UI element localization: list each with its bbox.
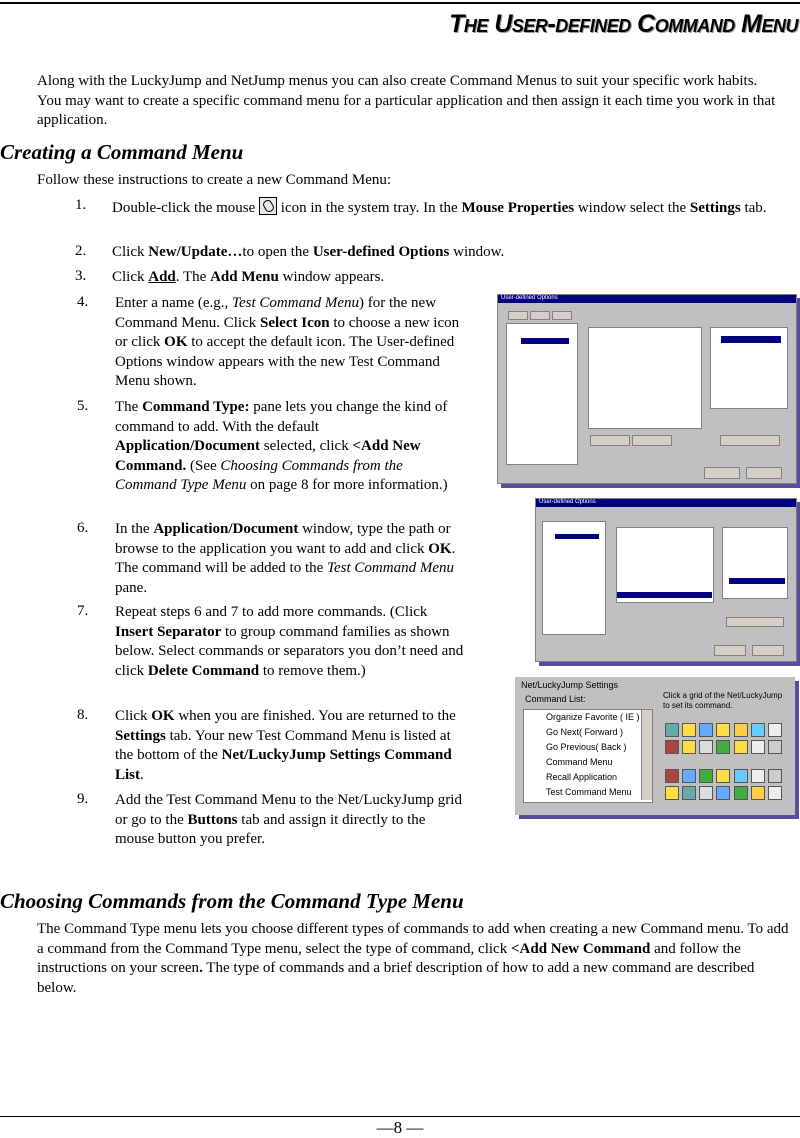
grid-icon[interactable] — [734, 723, 748, 737]
ok-button-2[interactable] — [714, 645, 746, 656]
update-button[interactable] — [552, 311, 572, 320]
grid-icon[interactable] — [716, 740, 730, 754]
ok-button[interactable] — [704, 467, 740, 479]
bottom-rule — [0, 1116, 800, 1117]
delete-command-button[interactable] — [632, 435, 672, 446]
grid-icon[interactable] — [716, 723, 730, 737]
grid-icon[interactable] — [734, 740, 748, 754]
grid-icon[interactable] — [665, 769, 679, 783]
grid-icon[interactable] — [665, 740, 679, 754]
section-heading-creating: Creating a Command Menu — [0, 140, 244, 164]
grid-icon[interactable] — [699, 769, 713, 783]
command-menu-pane[interactable] — [588, 327, 702, 429]
grid-icon[interactable] — [751, 740, 765, 754]
grid-icon[interactable] — [682, 723, 696, 737]
step-3-text: Click Add. The Add Menu window appears. — [112, 269, 385, 285]
step-2-text: Click New/Update…to open the User-defined Options window. — [112, 244, 505, 260]
command-grid-top[interactable] — [665, 723, 783, 755]
command-type-pane-2[interactable] — [722, 527, 788, 599]
intro-paragraph: Along with the LuckyJump and NetJump menus you can also create Command Menus to suit your specific work habits. You may want to create a specific command menu for a particular application and then assign it each time you work in that application. — [37, 73, 776, 128]
command-list[interactable] — [523, 709, 653, 803]
grid-icon[interactable] — [699, 786, 713, 800]
step-5-number: 5. — [77, 398, 89, 414]
add-button[interactable] — [508, 311, 528, 320]
step-2-number: 2. — [75, 243, 87, 259]
step-8-text: Click OK when you are finished. You are returned to the Settings tab. Your new Test Command Menu is listed at the bottom of the Net/LuckyJump Settings Command List. — [115, 708, 456, 783]
grid-icon[interactable] — [665, 723, 679, 737]
command-item-1[interactable]: Organize Favorite ( IE ) — [546, 712, 640, 722]
delete-button[interactable] — [530, 311, 550, 320]
page-title: The User-defined Command Menu — [449, 10, 798, 38]
section-heading-choosing: Choosing Commands from the Command Type Menu — [0, 889, 464, 913]
grid-icon[interactable] — [751, 769, 765, 783]
dialog-titlebar-2: User-defined Options — [536, 499, 796, 507]
command-menu-pane-2[interactable] — [616, 527, 714, 603]
grid-hint: Click a grid of the Net/LuckyJump to set its command. — [663, 691, 783, 710]
choosing-paragraph: The Command Type menu lets you choose different types of commands to add when creating a new Command menu. To add a command from the Command Type menu, select the type of command, click <Add New Command and follow the instructions on your screen. The type of commands and a brief description of how to add a new command are described below. — [37, 921, 789, 996]
grid-icon[interactable] — [751, 723, 765, 737]
cancel-button-2[interactable] — [752, 645, 784, 656]
mouse-icon — [259, 197, 277, 215]
list-scrollbar[interactable] — [641, 710, 652, 800]
command-grid-bottom[interactable] — [665, 769, 783, 801]
command-item-6[interactable]: Test Command Menu — [546, 787, 632, 797]
grid-icon[interactable] — [716, 786, 730, 800]
command-type-pane[interactable] — [710, 327, 788, 409]
grid-icon[interactable] — [682, 786, 696, 800]
step-9-number: 9. — [77, 791, 89, 807]
section-lead: Follow these instructions to create a new Command Menu: — [37, 172, 392, 188]
command-list-label: Command List: — [525, 694, 586, 704]
step-7-number: 7. — [77, 603, 89, 619]
grid-icon[interactable] — [768, 723, 782, 737]
dialog-titlebar: User-defined Options — [498, 295, 796, 303]
step-4-text: Enter a name (e.g., Test Command Menu) for the new Command Menu. Click Select Icon to choose a new icon or click OK to accept the default icon. The User-defined Options window appears with the new Test Command Menu shown. — [115, 295, 460, 389]
step-1-number: 1. — [75, 197, 87, 213]
step-1-text: Double-click the mouse icon in the system tray. In the Mouse Properties window select the Settings tab. — [112, 197, 798, 219]
step-4-number: 4. — [77, 294, 89, 310]
grid-icon[interactable] — [768, 786, 782, 800]
grid-icon[interactable] — [716, 769, 730, 783]
page-number: —8 — — [376, 1118, 424, 1137]
grid-icon[interactable] — [768, 740, 782, 754]
add-new-command-button[interactable] — [720, 435, 780, 446]
step-5-text: The Command Type: pane lets you change the kind of command to add. With the default Application/Document selected, click <Add New Command. (See Choosing Commands from the Command Type Menu on page 8 for more information.) — [115, 399, 448, 493]
step-6-number: 6. — [77, 520, 89, 536]
grid-icon[interactable] — [751, 786, 765, 800]
step-9-text: Add the Test Command Menu to the Net/LuckyJump grid or go to the Buttons tab and assign it directly to the mouse button you prefer. — [115, 792, 462, 847]
screenshot-user-defined-options-2 — [535, 498, 797, 662]
top-rule — [0, 2, 800, 4]
command-item-3[interactable]: Go Previous( Back ) — [546, 742, 627, 752]
settings-header: Net/LuckyJump Settings — [521, 680, 619, 690]
command-item-4[interactable]: Command Menu — [546, 757, 613, 767]
screenshot-user-defined-options — [497, 294, 797, 484]
add-new-command-button-2[interactable] — [726, 617, 784, 627]
grid-icon[interactable] — [682, 740, 696, 754]
grid-icon[interactable] — [734, 786, 748, 800]
menu-tree[interactable] — [506, 323, 578, 465]
menu-tree-2[interactable] — [542, 521, 606, 635]
grid-icon[interactable] — [699, 723, 713, 737]
step-6-text: In the Application/Document window, type the path or browse to the application you want to add and click OK. The command will be added to the Test Command Menu pane. — [115, 521, 456, 596]
cancel-button[interactable] — [746, 467, 782, 479]
command-item-2[interactable]: Go Next( Forward ) — [546, 727, 624, 737]
grid-icon[interactable] — [699, 740, 713, 754]
command-item-5[interactable]: Recall Application — [546, 772, 618, 782]
insert-separator-button[interactable] — [590, 435, 630, 446]
grid-icon[interactable] — [734, 769, 748, 783]
grid-icon[interactable] — [665, 786, 679, 800]
step-3-number: 3. — [75, 268, 87, 284]
step-8-number: 8. — [77, 707, 89, 723]
step-7-text: Repeat steps 6 and 7 to add more commands. (Click Insert Separator to group command families as shown below. Select commands or separators you don’t need and click Delete Command to remove them.) — [115, 604, 464, 679]
screenshot-luckyjump-settings — [515, 677, 795, 815]
grid-icon[interactable] — [768, 769, 782, 783]
grid-icon[interactable] — [682, 769, 696, 783]
